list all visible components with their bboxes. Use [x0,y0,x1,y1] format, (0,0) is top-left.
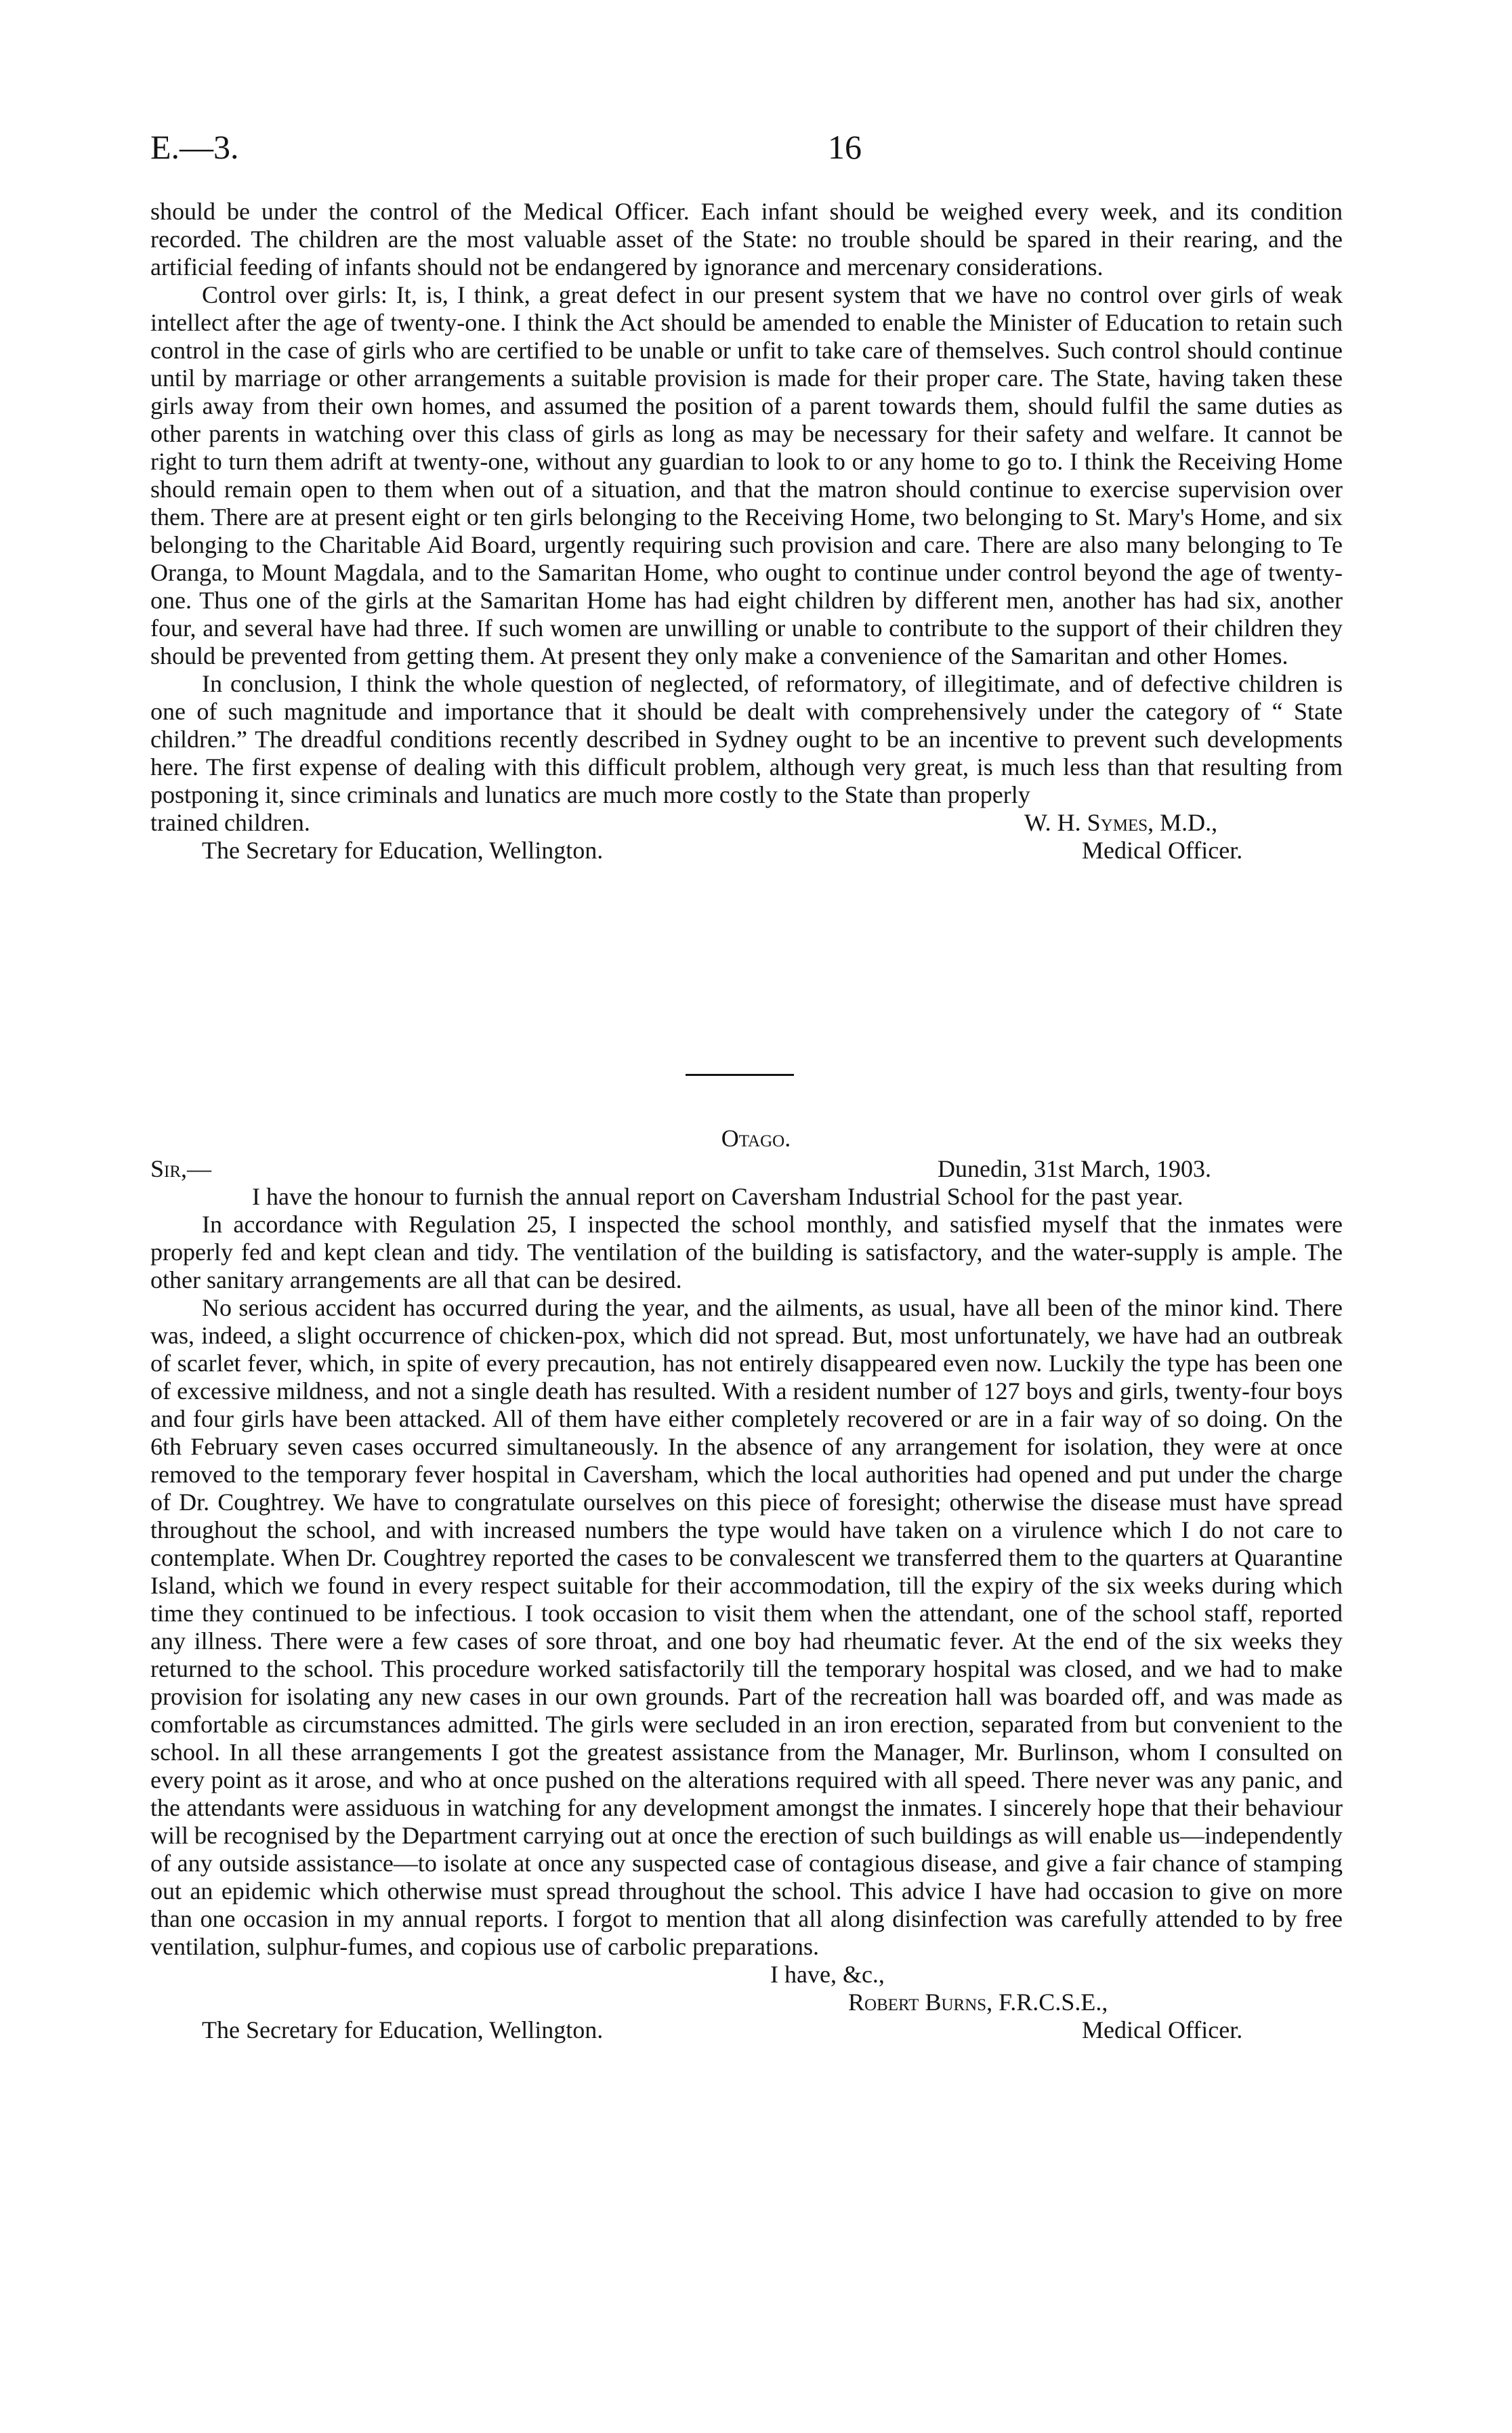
section-divider [686,1074,794,1076]
addressee: The Secretary for Education, Wellington. [202,837,604,864]
dateline: Dunedin, 31st March, 1903. [938,1155,1211,1182]
first-report [150,198,1343,865]
page-header [150,127,1343,175]
signatory-name: Robert Burns, F.R.C.S.E., [848,1989,1108,2016]
paragraph-intro: I have the honour to furnish the annual report on Caversham Industrial School for the past year. [252,1183,1183,1210]
addressee-line [150,2016,1343,2044]
salutation-line [150,1155,1343,1183]
addressee: The Secretary for Education, Wellington. [202,2016,604,2043]
closing-text: trained children. [150,809,310,836]
page-number: 16 [828,128,862,166]
salutation: Sir,— [150,1155,212,1182]
paragraph-continuation: should be under the control of the Medical Officer. Each infant should be weighed every week, and its condition recorded. The children are the most valuable asset of the State: no trouble should be spared in their rearing, and the artificial feeding of infants should not be endangered by ignorance and mercenary considerations. [150,198,1343,280]
section-heading-otago: Otago. [721,1125,791,1152]
paragraph-control-over-girls: Control over girls: It, is, I think, a great defect in our present system that we have no control over girls of weak intellect after the age of twenty-one. I think the Act should be amended to enable the Minister of Education to retain such control in the case of girls who are certified to be unable or unfit to take care of themselves. Such control should continue until by marriage or other arrangements a suitable provision is made for their proper care. The State, having taken these girls away from their own homes, and assumed the position of a parent towards them, should fulfil the same duties as other parents in watching over this class of girls as long as may be necessary for their safety and welfare. It cannot be right to turn them adrift at twenty-one, without any guardian to look to or any home to go to. I think the Receiving Home should remain open to them when out of a situation, and that the matron should continue to exercise supervision over them. There are at present eight or ten girls belonging to the Receiving Home, two belonging to St. Mary's Home, and six belonging to the Charitable Aid Board, urgently requiring such provision and care. There are also many belonging to Te Oranga, to Mount Magdala, and to the Samaritan Home, who ought to continue under control beyond the age of twenty-one. Thus one of the girls at the Samaritan Home has had eight children by different men, another has had six, another four, and several have had three. If such women are unwilling or unable to contribute to the support of their children they should be prevented from getting them. At present they only make a convenience of the Samaritan and other Homes. [150,281,1343,669]
addressee-line [150,837,1343,865]
signatory-title: Medical Officer. [1082,2016,1243,2043]
closing-line [150,1961,1343,1989]
signature-line [150,1989,1343,2016]
paragraph-inspection: In accordance with Regulation 25, I inspected the school monthly, and satisfied myself that the inmates were properly fed and kept clean and tidy. The ventilation of the building is satisfactory, and the water-supply is ample. The other sanitary arrangements are all that can be desired. [150,1211,1343,1293]
otago-report [150,1155,1343,2044]
paragraph-conclusion: In conclusion, I think the whole question of neglected, of reformatory, of illegitimate, and of defective children is one of such magnitude and importance that it should be dealt with comprehensively under the category of “ State children.” The dreadful conditions recently described in Sydney ought to be an incentive to prevent such developments here. The first expense of dealing with this difficult problem, although very great, is much less than that resulting from postponing it, since criminals and lunatics are much more costly to the State than properly [150,670,1343,808]
signatory-name: W. H. Symes, M.D., [1024,809,1218,836]
signature-line [150,809,1343,837]
signatory-title: Medical Officer. [1082,837,1243,864]
paragraph-health: No serious accident has occurred during the year, and the ailments, as usual, have all been of the minor kind. There was, indeed, a slight occurrence of chicken-pox, which did not spread. But, most unfortunately, we have had an outbreak of scarlet fever, which, in spite of every precaution, has not entirely disappeared even now. Luckily the type has been one of excessive mildness, and not a single death has resulted. With a resident number of 127 boys and girls, twenty-four boys and four girls have been attacked. All of them have either completely recovered or are in a fair way of so doing. On the 6th February seven cases occurred simultaneously. In the absence of any arrangement for isolation, they were at once removed to the temporary fever hospital in Caversham, which the local authorities had opened and put under the charge of Dr. Coughtrey. We have to congratulate ourselves on this piece of foresight; otherwise the disease must have spread throughout the school, and with increased numbers the type would have taken on a virulence which I do not care to contemplate. When Dr. Coughtrey reported the cases to be convalescent we transferred them to the quarters at Quarantine Island, which we found in every respect suitable for their accommodation, till the expiry of the six weeks during which time they continued to be infectious. I took occasion to visit them when the attendant, one of the school staff, reported any illness. There were a few cases of sore throat, and one boy had rheumatic fever. At the end of the six weeks they returned to the school. This procedure worked satisfactorily till the temporary hospital was closed, and we had to make provision for isolating any new cases in our own grounds. Part of the recreation hall was boarded off, and was made as comfortable as circumstances admitted. The girls were secluded in an iron erection, separated from but convenient to the school. In all these arrangements I got the greatest assistance from the Manager, Mr. Burlinson, whom I consulted on every point as it arose, and who at once pushed on the alterations required with all speed. There never was any panic, and the attendants were assiduous in watching for any development amongst the inmates. I sincerely hope that their behaviour will be recognised by the Department carrying out at once the erection of such buildings as will enable us—independently of any outside assistance—to isolate at once any suspected case of contagious disease, and give a fair chance of stamping out an epidemic which otherwise must spread throughout the school. This advice I have had occasion to give on more than one occasion in my annual reports. I forgot to mention that all along disinfection was carefully attended to by free ventilation, sulphur-fumes, and copious use of carbolic preparations. [150,1294,1343,1960]
document-reference: E.—3. [150,128,239,166]
closing: I have, &c., [770,1961,885,1988]
